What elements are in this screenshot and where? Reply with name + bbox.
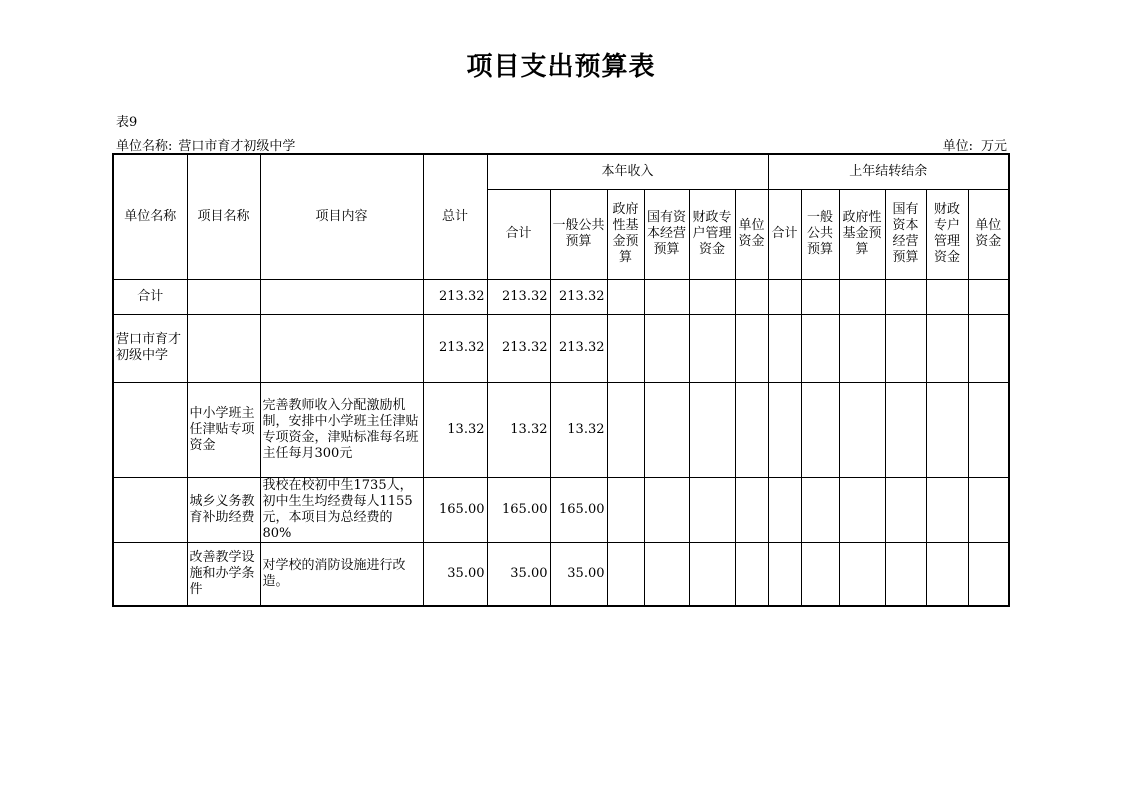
page-title: 项目支出预算表 (466, 52, 656, 82)
header-cur-general: 一般公共预算 (550, 189, 607, 279)
cell-empty (839, 314, 885, 382)
cell-empty (926, 382, 968, 477)
cell-empty (885, 279, 926, 314)
cell-project: 中小学班主任津贴专项资金 (187, 382, 260, 477)
cell-empty (968, 314, 1009, 382)
table-row (113, 314, 1009, 382)
header-cur-state-capital: 国有资本经营预算 (644, 189, 689, 279)
cell-empty (839, 382, 885, 477)
cell-empty (689, 314, 735, 382)
header-project-name: 项目名称 (187, 154, 260, 279)
header-cur-unit-funds: 单位资金 (735, 189, 768, 279)
cell-empty (607, 542, 644, 606)
cell-empty (689, 542, 735, 606)
cell-project: 改善教学设施和办学条件 (187, 542, 260, 606)
cell-cur-subtotal: 213.32 (487, 314, 550, 382)
header-cur-subtotal: 合计 (487, 189, 550, 279)
cell-empty (801, 279, 839, 314)
cell-content (260, 279, 423, 314)
header-cur-gov-fund: 政府性基金预算 (607, 189, 644, 279)
cell-empty (885, 314, 926, 382)
header-unit-name: 单位名称 (113, 154, 187, 279)
table-row (113, 542, 1009, 606)
cell-cur-general: 35.00 (550, 542, 607, 606)
cell-project: 城乡义务教育补助经费 (187, 477, 260, 542)
cell-empty (801, 542, 839, 606)
cell-empty (768, 314, 801, 382)
header-prev-unit-funds: 单位资金 (968, 189, 1009, 279)
header-prev-general: 一般公共预算 (801, 189, 839, 279)
header-project-content: 项目内容 (260, 154, 423, 279)
header-row-1 (113, 154, 1009, 189)
cell-empty (689, 382, 735, 477)
cell-empty (768, 382, 801, 477)
table-number: 表9 (116, 115, 138, 130)
cell-cur-subtotal: 165.00 (487, 477, 550, 542)
cell-unit (113, 382, 187, 477)
cell-empty (885, 542, 926, 606)
cell-total: 35.00 (423, 542, 487, 606)
header-prev-subtotal: 合计 (768, 189, 801, 279)
cell-empty (926, 314, 968, 382)
cell-empty (644, 279, 689, 314)
cell-empty (607, 477, 644, 542)
currency-unit-line (943, 135, 1007, 154)
cell-cur-subtotal: 13.32 (487, 382, 550, 477)
cell-empty (968, 279, 1009, 314)
budget-table (112, 153, 1010, 607)
cell-cur-general: 213.32 (550, 279, 607, 314)
cell-empty (885, 477, 926, 542)
cell-empty (689, 279, 735, 314)
cell-unit: 营口市育才初级中学 (113, 314, 187, 382)
cell-empty (839, 279, 885, 314)
cell-empty (607, 314, 644, 382)
cell-project (187, 279, 260, 314)
header-prev-gov-fund: 政府性基金预算 (839, 189, 885, 279)
cell-empty (839, 477, 885, 542)
header-cur-fiscal-special: 财政专户管理资金 (689, 189, 735, 279)
cell-unit (113, 542, 187, 606)
cell-empty (839, 542, 885, 606)
cell-empty (768, 279, 801, 314)
unit-label: 单位: (942, 139, 973, 154)
cell-total: 13.32 (423, 382, 487, 477)
cell-cur-subtotal: 213.32 (487, 279, 550, 314)
cell-content: 完善教师收入分配激励机制，安排中小学班主任津贴专项资金，津贴标准每名班主任每月300元 (260, 382, 423, 477)
table-row (113, 382, 1009, 477)
cell-cur-general: 213.32 (550, 314, 607, 382)
unit-name-line (116, 135, 295, 154)
cell-empty (735, 382, 768, 477)
header-prev-carryover: 上年结转结余 (768, 154, 1009, 189)
cell-total: 165.00 (423, 477, 487, 542)
cell-empty (735, 542, 768, 606)
cell-project (187, 314, 260, 382)
cell-content: 对学校的消防设施进行改造。 (260, 542, 423, 606)
cell-empty (735, 279, 768, 314)
cell-empty (644, 477, 689, 542)
cell-empty (885, 382, 926, 477)
cell-empty (735, 477, 768, 542)
cell-cur-subtotal: 35.00 (487, 542, 550, 606)
cell-empty (768, 542, 801, 606)
cell-cur-general: 13.32 (550, 382, 607, 477)
unit-name-label: 单位名称: (116, 139, 173, 154)
cell-empty (607, 279, 644, 314)
cell-total: 213.32 (423, 314, 487, 382)
header-total: 总计 (423, 154, 487, 279)
cell-empty (926, 477, 968, 542)
cell-empty (607, 382, 644, 477)
cell-unit (113, 477, 187, 542)
cell-cur-general: 165.00 (550, 477, 607, 542)
header-prev-fiscal-special: 财政专户管理资金 (926, 189, 968, 279)
cell-empty (968, 477, 1009, 542)
cell-empty (768, 477, 801, 542)
cell-empty (926, 279, 968, 314)
cell-empty (968, 542, 1009, 606)
header-prev-state-capital: 国有资本经营预算 (885, 189, 926, 279)
cell-empty (644, 542, 689, 606)
cell-empty (689, 477, 735, 542)
cell-empty (801, 382, 839, 477)
header-current-income: 本年收入 (487, 154, 768, 189)
unit-name-value: 营口市育才初级中学 (178, 139, 296, 154)
cell-content (260, 314, 423, 382)
cell-total: 213.32 (423, 279, 487, 314)
cell-content: 我校在校初中生1735人，初中生生均经费每人1155元，本项目为总经费的80% (260, 477, 423, 542)
cell-empty (926, 542, 968, 606)
cell-empty (801, 314, 839, 382)
unit-value: 万元 (980, 139, 1007, 154)
cell-empty (644, 382, 689, 477)
cell-empty (968, 382, 1009, 477)
cell-empty (735, 314, 768, 382)
cell-unit: 合计 (113, 279, 187, 314)
cell-empty (644, 314, 689, 382)
table-row (113, 279, 1009, 314)
table-row (113, 477, 1009, 542)
cell-empty (801, 477, 839, 542)
